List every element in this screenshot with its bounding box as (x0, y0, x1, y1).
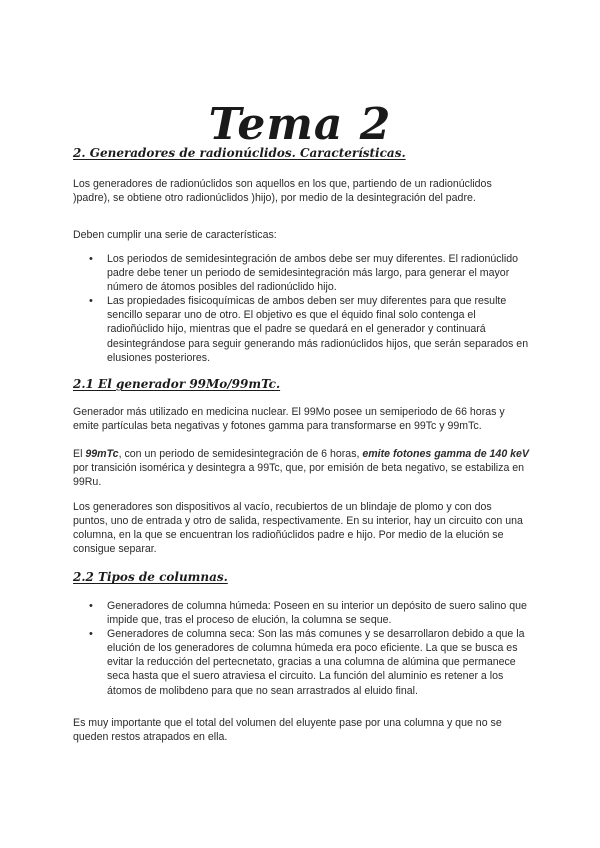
p2-text-c: , con un periodo de semidesintegración de 6 horas, (118, 448, 363, 460)
section-2-1-paragraph-3: Los generadores son dispositivos al vacío, recubiertos de un blindaje de plomo y con dos puntos, uno de entrada y otro de salida, respectivamente. En su interior, hay un circuito con una columna, en la que se encuentran los radioñúclidos padre e hijo. Por medio de la elución se consigue separar. (73, 501, 523, 556)
page-title: Tema 2 (208, 99, 392, 151)
section-2-intro: Los generadores de radionúclidos son aquellos en los que, partiendo de un radionúclidos )padre), se obtiene otro radionúclidos )hijo), por medio de la desintegración del padre. (73, 178, 492, 205)
p2-gamma-emission: emite fotones gamma de 140 keV (362, 448, 529, 460)
column-types-list (73, 599, 529, 698)
list-item: • Generadores de columna seca: Son las más comunes y se desarrollaron debido a que la elución de los generadores de columna húmeda era poco eficiente. La que se busca es evitar la reducción del pertecnetato, gracias a una columna de alúmina que permanece seca hasta que el suero atraviesa el circuito. La función del aluminio es retener a los átomos de molibdeno para que no sean arrastrados al eluido final. (73, 627, 529, 697)
p2-text-e: por transición isomérica y desintegra a 99Tc, que, por emisión de beta negativo, se estabiliza en 99Ru. (73, 462, 525, 489)
list-item: • Los periodos de semidesintegración de ambos debe ser muy diferentes. El radionúclido padre debe tener un periodo de semidesintegración más largo, para generar el mayor número de átomos posibles del radionúclido hijo. (73, 252, 529, 294)
p2-isotope-99mtc: 99mTc (85, 448, 119, 460)
section-heading-2: 2. Generadores de radionúclidos. Características. (73, 146, 406, 160)
section-heading-2-2: 2.2 Tipos de columnas. (73, 570, 228, 584)
section-2-1-paragraph-1: Generador más utilizado en medicina nuclear. El 99Mo posee un semiperiodo de 66 horas y emite partículas beta negativas y fotones gamma para transformarse en 99Tc y 99mTc. (73, 406, 505, 433)
list-item: • Generadores de columna húmeda: Poseen en su interior un depósito de suero salino que impide que, tras el proceso de elución, la columna se seque. (73, 599, 529, 627)
section-heading-2-1: 2.1 El generador 99Mo/99mTc. (73, 377, 281, 391)
section-2-2-closing: Es muy importante que el total del volumen del eluyente pase por una columna y que no se queden restos atrapados en ella. (73, 717, 502, 744)
criteria-list (73, 252, 529, 365)
section-2-criteria-lead: Deben cumplir una serie de características: (73, 229, 277, 241)
p2-text-a: El (73, 448, 86, 460)
section-2-1-paragraph-2 (73, 447, 529, 489)
list-item: • Las propiedades fisicoquímicas de ambos deben ser muy diferentes para que resulte sencillo separar uno de otro. El objetivo es que el équido final solo contenga el radioñúclido hijo, mientras que el padre se quedará en el generador y continuará desintegrándose para seguir generando más radionúclidos hijos, que serán separados en elusiones posteriores. (73, 294, 529, 364)
